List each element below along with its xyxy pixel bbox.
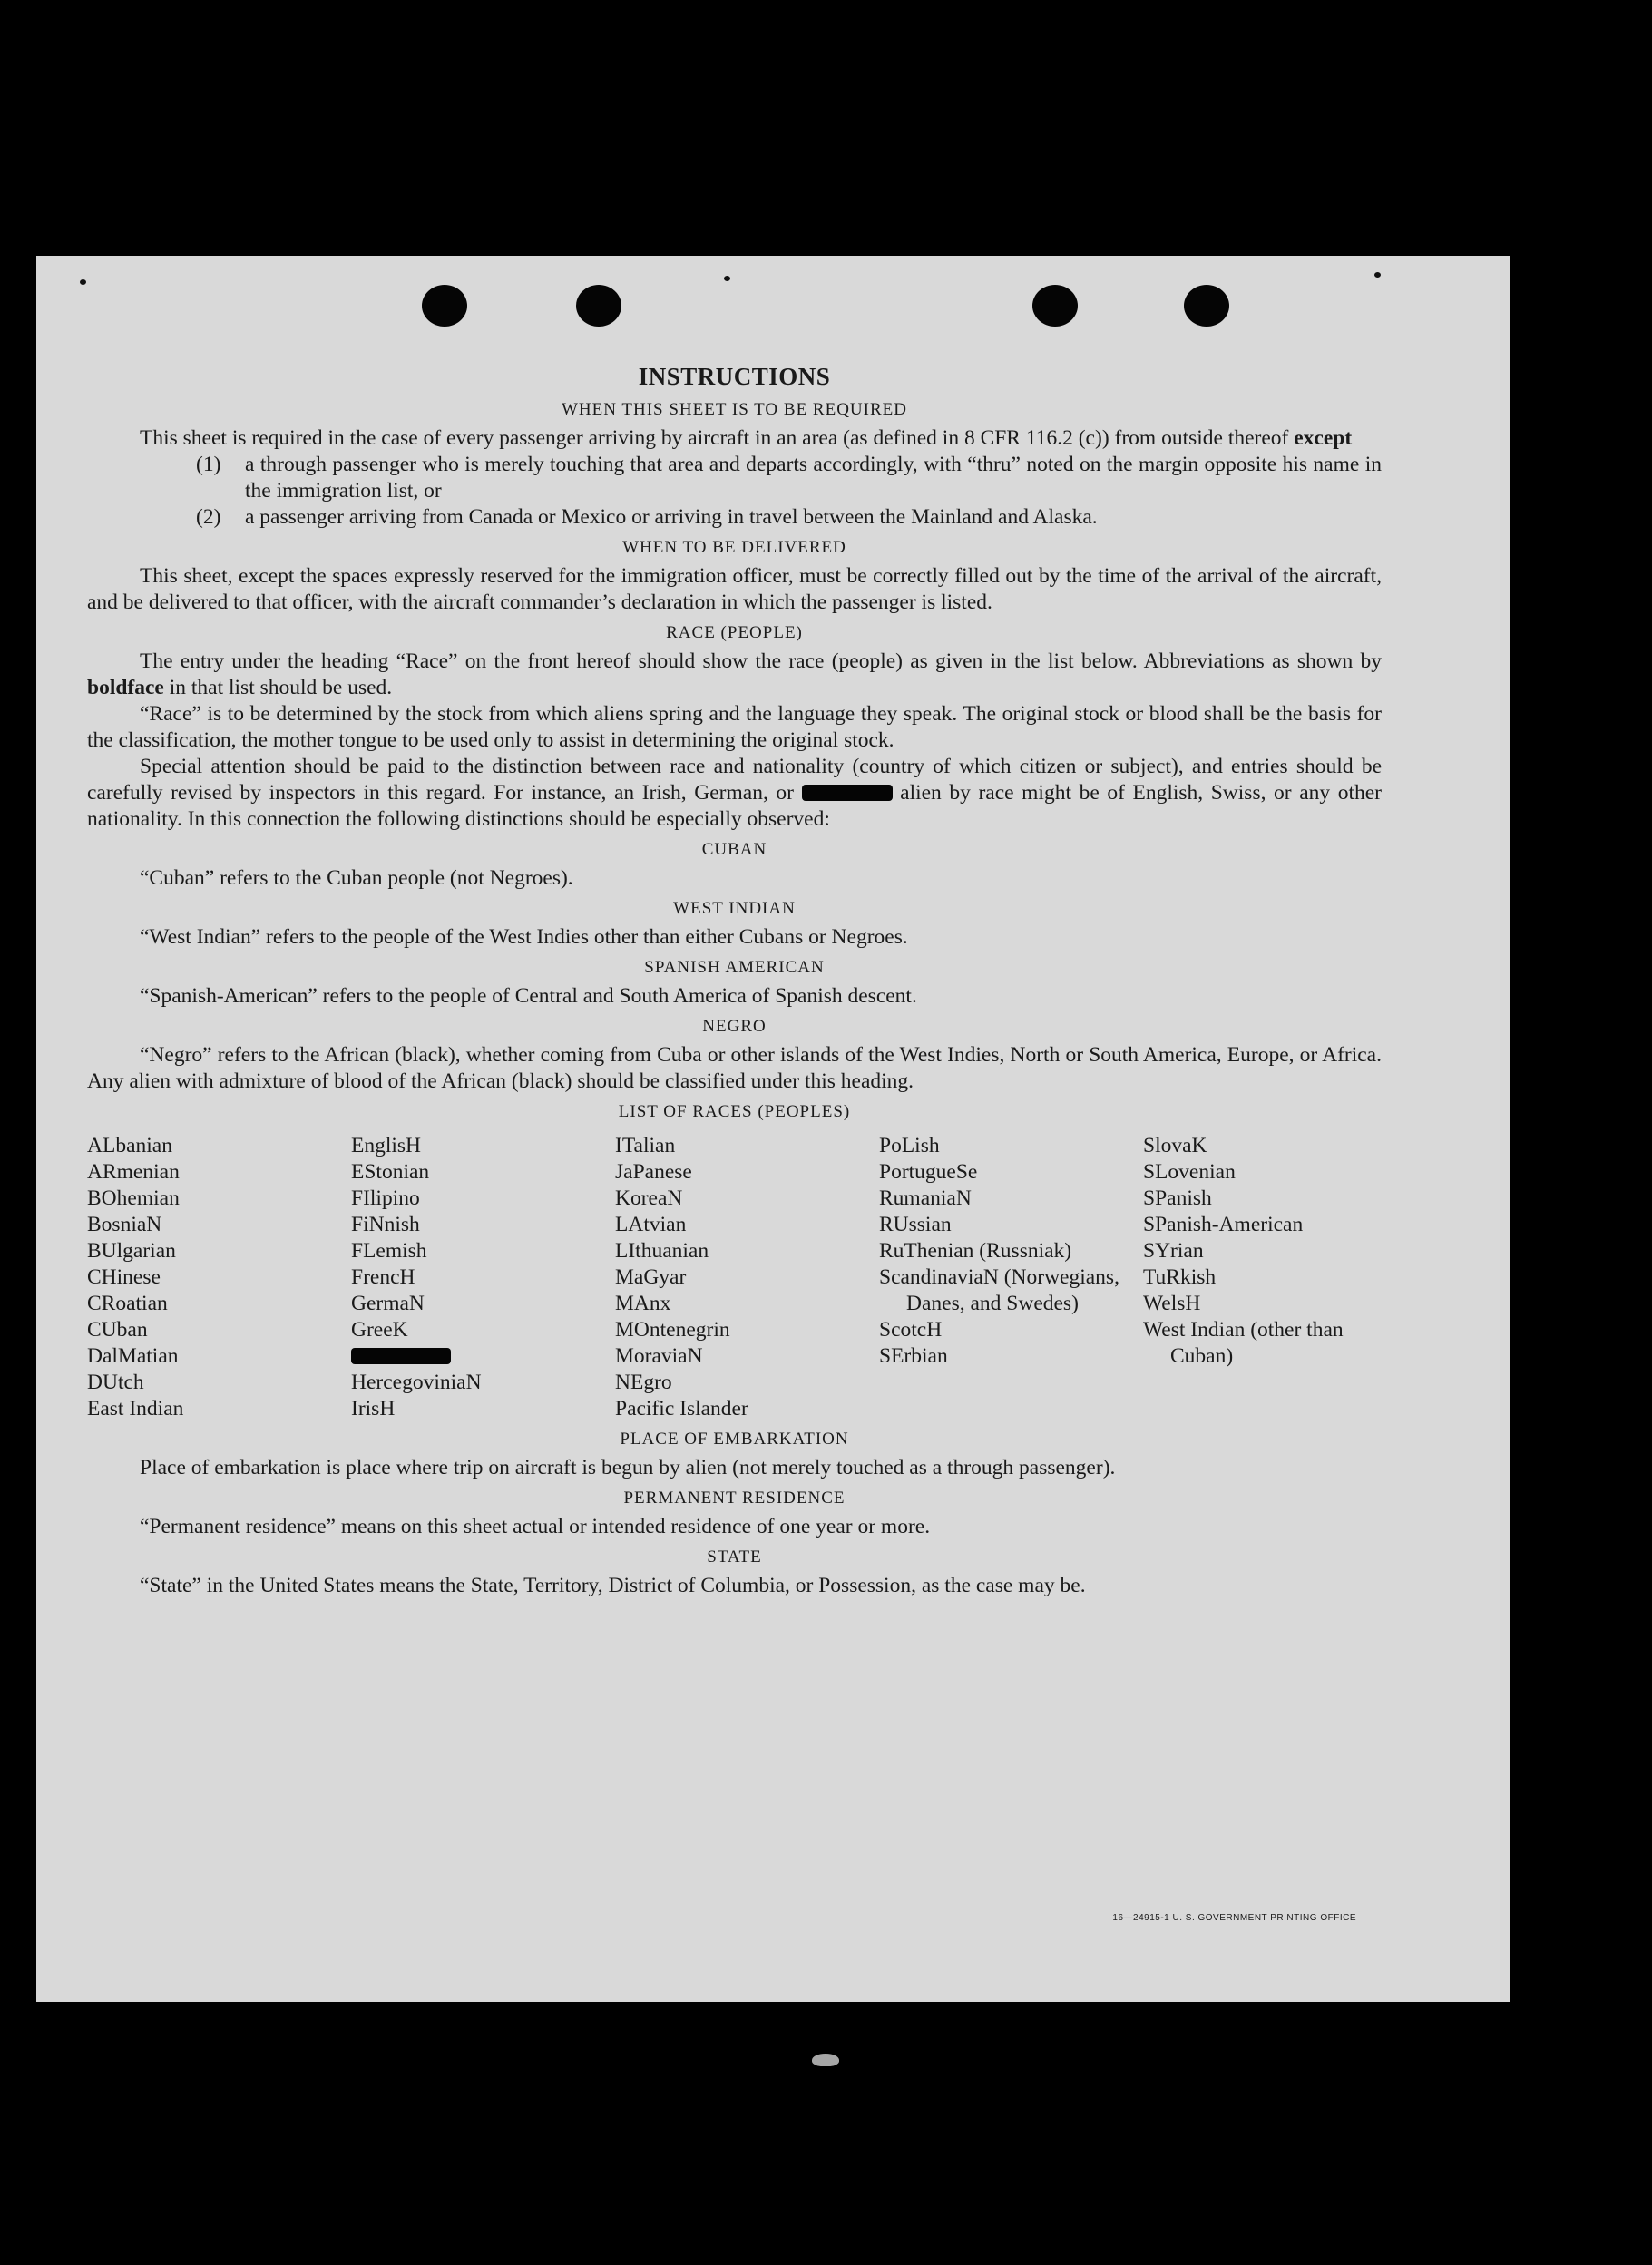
heading-when-required: WHEN THIS SHEET IS TO BE REQUIRED — [562, 400, 907, 419]
race-p1-bold: boldface — [87, 676, 164, 699]
races-column-2 — [351, 1133, 615, 1422]
races-column-1 — [87, 1133, 351, 1422]
list-item: EStonian — [351, 1160, 430, 1184]
list-item: DUtch — [87, 1371, 144, 1394]
heading-state: STATE — [707, 1547, 762, 1567]
list-item: MoraviaN — [615, 1344, 703, 1368]
race-p1-before: The entry under the heading “Race” on the front hereof should show the race (people) as given in the list below. Abbreviations as shown by — [140, 649, 1382, 673]
speck-3 — [1374, 272, 1381, 278]
list-item: MOntenegrin — [615, 1318, 730, 1342]
heading-list-of-races: LIST OF RACES (PEOPLES) — [618, 1102, 851, 1121]
list-item: ALbanian — [87, 1134, 172, 1157]
list-item: FrencH — [351, 1265, 415, 1289]
punch-hole-4 — [1184, 285, 1229, 327]
list-item: RuThenian (Russniak) — [879, 1239, 1072, 1263]
speck-2 — [724, 276, 730, 281]
list-item: FLemish — [351, 1239, 427, 1263]
item-number: (2) — [196, 505, 221, 529]
race-paragraph-2: “Race” is to be determined by the stock from which aliens spring and the language they speak. The original stock or blood shall be the basis for the classification, the mother tongue to be used only to assist in determining the original stock. — [87, 702, 1382, 752]
list-item: SlovaK — [1143, 1134, 1207, 1157]
heading-west-indian: WEST INDIAN — [673, 899, 796, 918]
list-item: LAtvian — [615, 1213, 687, 1236]
races-column-3 — [615, 1133, 879, 1422]
instruction-sheet — [36, 256, 1510, 2002]
list-item: Pacific Islander — [615, 1397, 748, 1421]
item-text: a passenger arriving from Canada or Mexico or arriving in travel between the Mainland and Alaska. — [245, 505, 1098, 529]
list-item: West Indian (other than Cuban) — [1143, 1318, 1344, 1368]
list-item: BosniaN — [87, 1213, 162, 1236]
list-item: MaGyar — [615, 1265, 687, 1289]
races-column-4 — [879, 1133, 1143, 1422]
list-item: DalMatian — [87, 1344, 179, 1368]
list-item: KoreaN — [615, 1186, 683, 1210]
residence-text: “Permanent residence” means on this sheet actual or intended residence of one year or more. — [140, 1515, 931, 1538]
list-item: GermaN — [351, 1292, 425, 1315]
races-list — [87, 1133, 1382, 1422]
list-item: WelsH — [1143, 1292, 1201, 1315]
list-item: CRoatian — [87, 1292, 168, 1315]
list-item: ScandinaviaN (Norwegians, Danes, and Swedes) — [879, 1265, 1119, 1315]
list-item: BOhemian — [87, 1186, 180, 1210]
list-item: ITalian — [615, 1134, 676, 1157]
heading-negro: NEGRO — [702, 1017, 767, 1036]
heading-when-delivered: WHEN TO BE DELIVERED — [622, 538, 846, 557]
page-title: INSTRUCTIONS — [638, 363, 831, 390]
list-item: FiNnish — [351, 1213, 420, 1236]
list-item: TuRkish — [1143, 1265, 1217, 1289]
list-item: PoLish — [879, 1134, 940, 1157]
scan-smudge — [812, 2054, 839, 2066]
intro-text: This sheet is required in the case of every passenger arriving by aircraft in an area (as defined in 8 CFR 116.2 (c)) from outside thereof — [140, 426, 1289, 450]
redaction-mark — [351, 1348, 451, 1364]
list-item: PortugueSe — [879, 1160, 978, 1184]
list-item: MAnx — [615, 1292, 671, 1315]
negro-text: “Negro” refers to the African (black), whether coming from Cuba or other islands of the West Indies, North or South America, Europe, or Africa. Any alien with admixture of blood of the African (black) should be classified under this heading. — [87, 1043, 1382, 1093]
heading-residence: PERMANENT RESIDENCE — [623, 1489, 846, 1508]
heading-embarkation: PLACE OF EMBARKATION — [620, 1430, 849, 1449]
state-text: “State” in the United States means the State, Territory, District of Columbia, or Possession, as the case may be. — [140, 1574, 1086, 1597]
list-item: East Indian — [87, 1397, 184, 1421]
cuban-text: “Cuban” refers to the Cuban people (not Negroes). — [140, 866, 573, 890]
list-item: FIlipino — [351, 1186, 420, 1210]
race-paragraph-3 — [87, 754, 1382, 833]
embarkation-text: Place of embarkation is place where trip on aircraft is begun by alien (not merely touched as a through passenger). — [140, 1456, 1116, 1479]
list-item: BUlgarian — [87, 1239, 176, 1263]
list-item: CHinese — [87, 1265, 161, 1289]
list-item: RumaniaN — [879, 1186, 972, 1210]
list-item: SPanish-American — [1143, 1213, 1304, 1236]
list-item: EnglisH — [351, 1134, 422, 1157]
list-item: LIthuanian — [615, 1239, 709, 1263]
list-item: ScotcH — [879, 1318, 943, 1342]
race-p1-after: in that list should be used. — [169, 676, 393, 699]
list-item: JaPanese — [615, 1160, 692, 1184]
list-item: SErbian — [879, 1344, 948, 1368]
heading-cuban: CUBAN — [701, 840, 767, 859]
list-item: NEgro — [615, 1371, 672, 1394]
list-item: ARmenian — [87, 1160, 180, 1184]
punch-hole-2 — [576, 285, 621, 327]
list-item-1 — [87, 452, 1382, 504]
list-item: GreeK — [351, 1318, 408, 1342]
printing-office-code: 16—24915-1 U. S. GOVERNMENT PRINTING OFFICE — [1112, 1913, 1356, 1923]
race-paragraph-1 — [87, 649, 1382, 701]
list-item: SYrian — [1143, 1239, 1204, 1263]
list-item: SPanish — [1143, 1186, 1212, 1210]
list-item: RUssian — [879, 1213, 952, 1236]
item-number: (1) — [196, 453, 221, 476]
redaction-mark — [802, 785, 893, 801]
spanish-american-text: “Spanish-American” refers to the people of Central and South America of Spanish descent. — [140, 984, 917, 1008]
west-indian-text: “West Indian” refers to the people of the West Indies other than either Cubans or Negroes. — [140, 925, 908, 949]
list-item-redacted — [351, 1343, 615, 1370]
race-p3-before: Special attention should be paid to the distinction between race and nationality (country of which citizen or subject), and entries should be carefully revised by inspectors in this regard. For instance, an Irish, German, or — [87, 755, 1382, 805]
punch-hole-3 — [1032, 285, 1078, 327]
when-delivered-text: This sheet, except the spaces expressly reserved for the immigration officer, must be correctly filled out by the time of the arrival of the aircraft, and be delivered to that officer, with the aircraft commander’s declaration in which the passenger is listed. — [87, 564, 1382, 614]
list-item: HercegoviniaN — [351, 1371, 482, 1394]
list-item: CUban — [87, 1318, 148, 1342]
intro-except: except — [1294, 426, 1353, 450]
list-item: SLovenian — [1143, 1160, 1236, 1184]
when-required-intro — [87, 425, 1382, 452]
list-item-2 — [87, 504, 1382, 531]
races-column-5 — [1143, 1133, 1407, 1422]
speck-1 — [80, 279, 86, 285]
item-text: a through passenger who is merely touching that area and departs accordingly, with “thru” noted on the margin opposite his name in the immigration list, or — [245, 453, 1382, 503]
punch-hole-1 — [422, 285, 467, 327]
race-p3-after: alien by race might be of English, Swiss, or any other nationality. In this connection the following distinctions should be especially observed: — [87, 781, 1382, 831]
list-item: IrisH — [351, 1397, 396, 1421]
heading-race: RACE (PEOPLE) — [666, 623, 803, 642]
heading-spanish-american: SPANISH AMERICAN — [644, 958, 825, 977]
